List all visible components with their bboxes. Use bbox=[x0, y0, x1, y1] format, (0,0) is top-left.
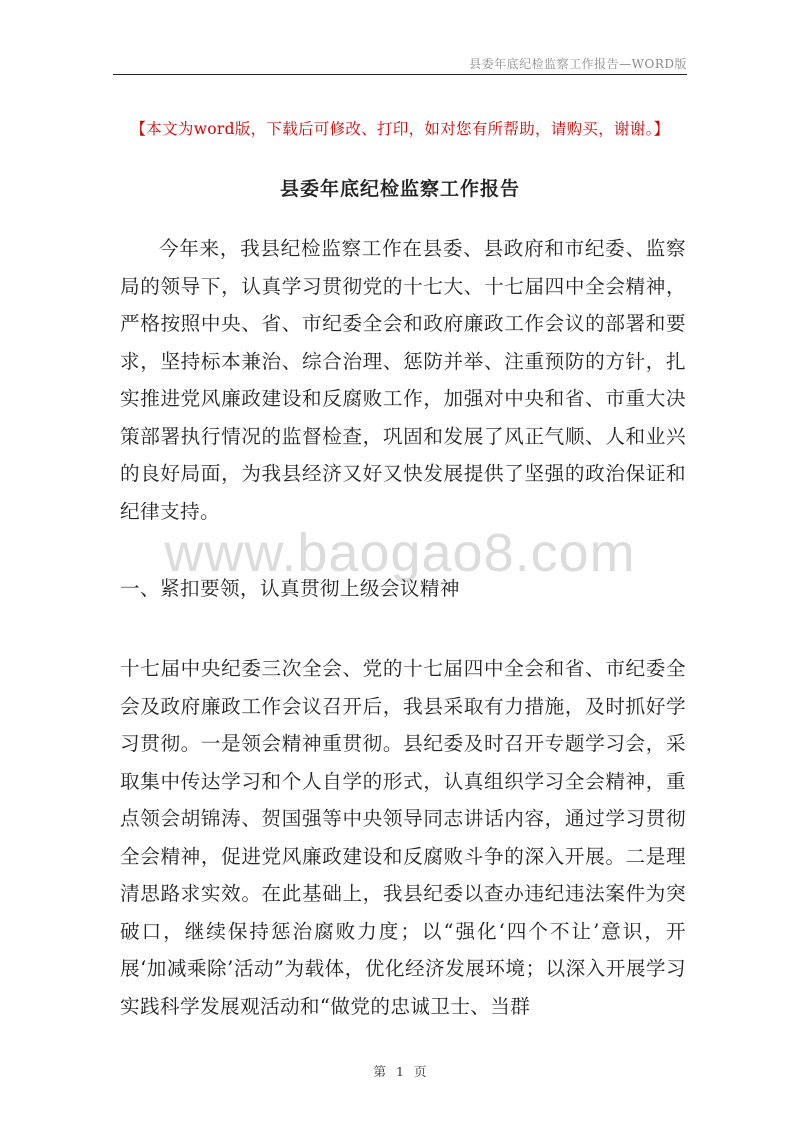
page-number: 1 bbox=[396, 1064, 404, 1079]
watermark: www.baogao8.com bbox=[164, 523, 636, 583]
page-footer bbox=[0, 1062, 800, 1080]
download-notice: 【本文为word版，下载后可修改、打印，如对您有所帮助，请购买，谢谢。】 bbox=[130, 120, 670, 138]
page-label-prefix: 第 bbox=[373, 1064, 387, 1079]
intro-paragraph: 今年来，我县纪检监察工作在县委、县政府和市纪委、监察局的领导下，认真学习贯彻党的十七大、十七届四中全会精神，严格按照中央、省、市纪委全会和政府廉政工作会议的部署和要求，坚持标本兼治、综合治理、惩防并举、注重预防的方针，扎实推进党风廉政建设和反腐败工作，加强对中央和省、市重大决策部署执行情况的监督检查，巩固和发展了风正气顺、人和业兴的良好局面，为我县经济又好又快发展提供了坚强的政治保证和纪律支持。 bbox=[120, 237, 686, 523]
section-heading: 一、紧扣要领，认真贯彻上级会议精神 bbox=[120, 577, 460, 600]
running-header: 县委年底纪检监察工作报告—WORD版 bbox=[469, 57, 687, 71]
page-label-suffix: 页 bbox=[413, 1064, 427, 1079]
header-divider bbox=[113, 74, 687, 75]
body-paragraph: 十七届中央纪委三次全会、党的十七届四中全会和省、市纪委全会及政府廉政工作会议召开后，我县采取有力措施，及时抓好学习贯彻。一是领会精神重贯彻。县纪委及时召开专题学习会，采取集中传达学习和个人自学的形式，认真组织学习全会精神，重点领会胡锦涛、贺国强等中央领导同志讲话内容，通过学习贯彻全会精神，促进党风廉政建设和反腐败斗争的深入开展。二是理清思路求实效。在此基础上，我县纪委以查办违纪违法案件为突破口，继续保持惩治腐败力度；以“强化‘四个不让’意识，开展‘加减乘除’活动”为载体，优化经济发展环境；以深入开展学习实践科学发展观活动和“做党的忠诚卫士、当群 bbox=[120, 657, 686, 1018]
document-title: 县委年底纪检监察工作报告 bbox=[279, 178, 520, 200]
